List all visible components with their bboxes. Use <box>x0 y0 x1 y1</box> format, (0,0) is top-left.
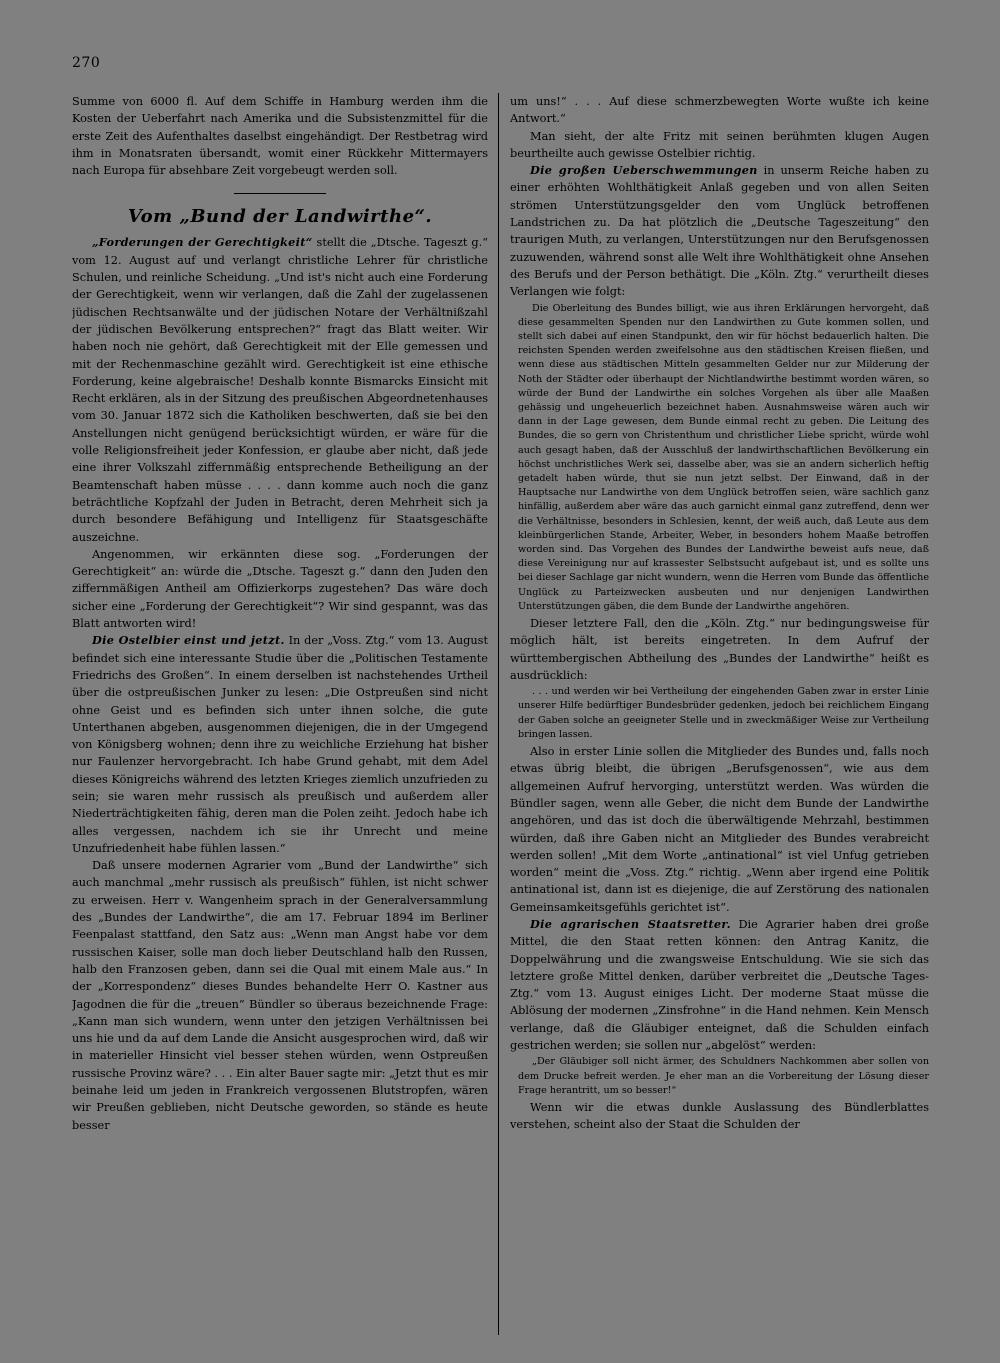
article-text: In der „Voss. Ztg.“ vom 13. August befindet sich eine interessante Studie über die „Politischen Testamente Friedrichs des Großen“. In einem derselben ist nachstehendes Urtheil über die ostpreußischen Junker zu lesen: „Die Ostpreußen sind nicht ohne Geist und es befinden sich unter ihnen solche, die gute Unterthanen abgeben, ausgenommen diejenigen, die in der Umgegend von Königsberg wohnen; denn ihre zu weichliche Erziehung hat bisher nur Faulenzer hervorgebracht. Ich habe Grund gehabt, mit dem Adel dieses Königreichs während des letzten Krieges ziemlich unzufrieden zu sein; sie waren mehr russisch als preußisch und außerdem aller Niederträchtigkeiten fähig, deren man die Polen zeiht. Jedoch habe ich alles vergessen, nachdem ich sie ihr Unrecht und meine Unzufriedenheit habe fühlen lassen.“ <box>72 634 488 855</box>
article-lead: „Forderungen der Gerechtigkeit“ <box>92 235 313 250</box>
section-title: Vom „Bund der Landwirthe“. <box>127 206 433 228</box>
right-column <box>510 93 929 1333</box>
column-divider <box>498 93 499 1335</box>
article-lead: Die Ostelbier einst und jetzt. <box>92 633 285 648</box>
block-quote: . . . und werden wir bei Vertheilung der eingehenden Gaben zwar in erster Linie unserer Hilfe bedürftiger Bundesbrüder gedenken, jedoch bei reichlichem Eingang der Gaben solche an geeigneter Stelle und in zweckmäßiger Weise zur Vertheilung bringen lassen. <box>518 686 929 740</box>
paragraph: Also in erster Linie sollen die Mitglieder des Bundes und, falls noch etwas übrig bleibt, die übrigen „Berufsgenossen“, wie aus dem allgemeinen Aufruf hervorging, unterstützt werden. Was würden die Bündler sagen, wenn alle Geber, die nicht dem Bunde der Landwirthe angehören, und das ist doch die überwältigende Mehrzahl, bestimmen würden, daß ihre Gaben nicht an Mitglieder des Bundes verabreicht werden sollen! „Mit dem Worte „antinational“ ist viel Unfug getrieben worden“ meint die „Voss. Ztg.“ richtig. „Wenn aber irgend eine Politik antinational ist, dann ist es diejenige, die auf Zerstörung des nationalen Gemeinsamkeitsgefühls gerichtet ist“. <box>510 745 929 914</box>
article-text: stellt die „Dtsche. Tageszt g.“ vom 12. August auf und verlangt christliche Lehrer für christliche Schulen, und reinliche Scheidung. „Und ist's nicht auch eine Forderung der Gerechtigkeit, wenn wir verlangen, daß die Zahl der zugelassenen jüdischen Rechtsanwälte und der jüdischen Notare der Verhältnißzahl der jüdischen Bevölkerung entsprechen?“ fragt das Blatt weiter. Wir haben noch nie gehört, daß Gerechtigkeit mit der Elle gemessen und mit der Rechenmaschine gezählt wird. Gerechtigkeit ist eine ethische Forderung, keine algebraische! Deshalb konnte Bismarcks Einsicht mit Recht erklären, als in der Sitzung des preußischen Abgeordnetenhauses vom 30. Januar 1872 sich die Katholiken beschwerten, daß sie bei den Anstellungen nicht genügend berücksichtigt würden, er wäre für die volle Religionsfreiheit jeder Konfession, er glaube aber nicht, daß jede eine ihrer Volkszahl ziffernmäßig entsprechende Betheiligung an der Beamtenschaft haben müsse . . . . dann komme auch noch die ganz beträchtliche Kopfzahl der Juden in Betracht, deren Mehrheit sich ja durch besondere Befähigung und Intelligenz für Staatsgeschäfte auszeichne. <box>72 236 488 544</box>
article-lead: Die agrarischen Staatsretter. <box>530 917 731 931</box>
article-text: Die Agrarier haben drei große Mittel, die den Staat retten können: den Antrag Kanitz, die Doppelwährung und die zwangsweise Entschuldung. Wie sie sich das letztere große Mittel denken, darüber verbreitet die „Deutsche Tages-Ztg.“ vom 13. August einiges Licht. Der moderne Staat müsse die Ablösung der modernen „Zinsfrohne“ in die Hand nehmen. Kein Mensch verlange, daß die Gläubiger enteignet, daß die Schulden einfach gestrichen werden; sie sollen nur „abgelöst“ werden: <box>510 918 929 1053</box>
section-divider <box>234 193 326 194</box>
continued-paragraph: Summe von 6000 fl. Auf dem Schiffe in Hamburg werden ihm die Kosten der Ueberfahrt nach Amerika und die Subsistenzmittel für die erste Zeit des Aufenthaltes daselbst eingehändigt. Der Restbetrag wird ihm in Monatsraten übersandt, womit einer Rückkehr Mittermayers nach Europa für absehbare Zeit vorgebeugt werden soll. <box>72 95 488 178</box>
continued-paragraph: um uns!“ . . . Auf diese schmerzbewegten Worte wußte ich keine Antwort.“ <box>510 95 929 126</box>
article-ostelbier <box>72 632 488 857</box>
paragraph: Wenn wir die etwas dunkle Auslassung des Bündlerblattes verstehen, scheint also der Staat die Schulden der <box>510 1100 929 1132</box>
article-lead: Die großen Ueberschwemmungen <box>530 163 758 178</box>
paragraph: Daß unsere modernen Agrarier vom „Bund der Landwirthe“ sich auch manchmal „mehr russisch als preußisch“ fühlen, ist nicht schwer zu erweisen. Herr v. Wangenheim sprach in der Generalversammlung des „Bundes der Landwirthe“, die am 17. Februar 1894 im Berliner Feenpalast stattfand, den Satz aus: „Wenn man Angst habe vor dem russischen Kaiser, solle man doch lieber Deutschland halb den Russen, halb den Franzosen geben, dann sei die Qual mit einem Male aus.“ In der „Korrespondenz“ dieses Bundes behandelte Herr O. Kastner aus Jagodnen die für die „treuen“ Bündler so überaus bezeichnende Frage: „Kann man sich wundern, wenn unter den jetzigen Verhältnissen bei uns hie und da auf dem Lande die Ansicht ausgesprochen wird, daß wir in materieller Hinsicht viel besser stehen würden, wenn Ostpreußen russische Provinz wäre? . . . Ein alter Bauer sagte mir: „Jetzt thut es mir beinahe leid um jeden in Frankreich vergossenen Blutstropfen, wären wir Preußen geblieben, nicht Deutsche geworden, so stände es heute besser <box>72 859 488 1132</box>
article-text: in unserm Reiche haben zu einer erhöhten Wohlthätigkeit Anlaß gegeben und von allen Seiten strömen Unterstützungsgelder den vom Unglück betroffenen Landstrichen zu. Da hat plötzlich die „Deutsche Tageszeitung“ den traurigen Muth, zu verlangen, Unterstützungen nur den Berufsgenossen zuzuwenden, während sonst alle Welt ihre Wohlthätigkeit ohne Ansehen des Berufs und der Person bethätigt. Die „Köln. Ztg.“ verurtheilt dieses Verlangen wie folgt: <box>510 164 929 299</box>
block-quote: Die Oberleitung des Bundes billigt, wie aus ihren Erklärungen hervorgeht, daß diese gesammelten Spenden nur den Landwirthen zu Gute kommen sollen, und stellt sich dabei auf einen Standpunkt, den wir für höchst bedauerlich halten. Die reichsten Spenden werden zweifelsohne aus den städtischen Kreisen fließen, und wenn diese aus städtischen Mitteln gesammelten Gelder nur zur Milderung der Noth der Städter oder überhaupt der Nichtlandwirthe bestimmt worden wären, so würde der Bund der Landwirthe ein solches Vorgehen als über alle Maaßen gehässig und ungeheuerlich bezeichnet haben. Ausnahmsweise wären auch wir dann in der Lage gewesen, dem Bunde einmal recht zu geben. Die Leitung des Bundes, die so gern von Christenthum und christlicher Liebe spricht, würde wohl auch gesagt haben, daß der Ausschluß der landwirthschaftlichen Bevölkerung ein höchst unchristliches Werk sei, dasselbe aber, was sie an andern sicherlich heftig getadelt haben würde, thut sie nun jetzt selbst. Der Einwand, daß in der Hauptsache nur Landwirthe von dem Unglück betroffen seien, wäre sachlich ganz hinfällig, außerdem aber wäre das auch garnicht einmal ganz zutreffend, denn wer die Verhältnisse, besonders in Schlesien, kennt, der weiß auch, daß Leute aus dem kleinbürgerlichen Stande, Arbeiter, Weber, in besonders hohem Maaße betroffen worden sind. Das Vorgehen des Bundes der Landwirthe beweist aufs neue, daß diese Vereinigung nur auf krassester Selbstsucht aufgebaut ist, und es sollte uns bei dieser Sachlage gar nicht wundern, wenn die Herren vom Bunde das öffentliche Unglück zu Parteizwecken ausbeuten und nur denjenigen Landwirthen Unterstützungen gäben, die dem Bunde der Landwirthe angehören. <box>518 302 929 612</box>
paragraph: Man sieht, der alte Fritz mit seinen berühmten klugen Augen beurtheilte auch gewisse Ostelbier richtig. <box>510 129 929 160</box>
left-column <box>72 93 488 1333</box>
page-number: 270 <box>72 55 101 71</box>
article-forderungen <box>72 234 488 545</box>
paragraph: Dieser letztere Fall, den die „Köln. Ztg.“ nur bedingungsweise für möglich hält, ist bereits eingetreten. In dem Aufruf der württembergischen Abtheilung des „Bundes der Landwirthe“ heißt es ausdrücklich: <box>510 617 929 682</box>
article-staatsretter <box>510 916 929 1054</box>
article-ueberschwemmungen <box>510 162 929 300</box>
paragraph: Angenommen, wir erkännten diese sog. „Forderungen der Gerechtigkeit“ an: würde die „Dtsche. Tageszt g.“ dann den Juden den ziffernmäßigen Antheil am Offizierkorps zugestehen? Das wäre doch sicher eine „Forderung der Gerechtigkeit“? Wir sind gespannt, was das Blatt antworten wird! <box>72 547 488 631</box>
block-quote: „Der Gläubiger soll nicht ärmer, des Schuldners Nachkommen aber sollen von dem Drucke befreit werden. Je eher man an die Vorbereitung der Lösung dieser Frage herantritt, um so besser!“ <box>518 1056 929 1096</box>
